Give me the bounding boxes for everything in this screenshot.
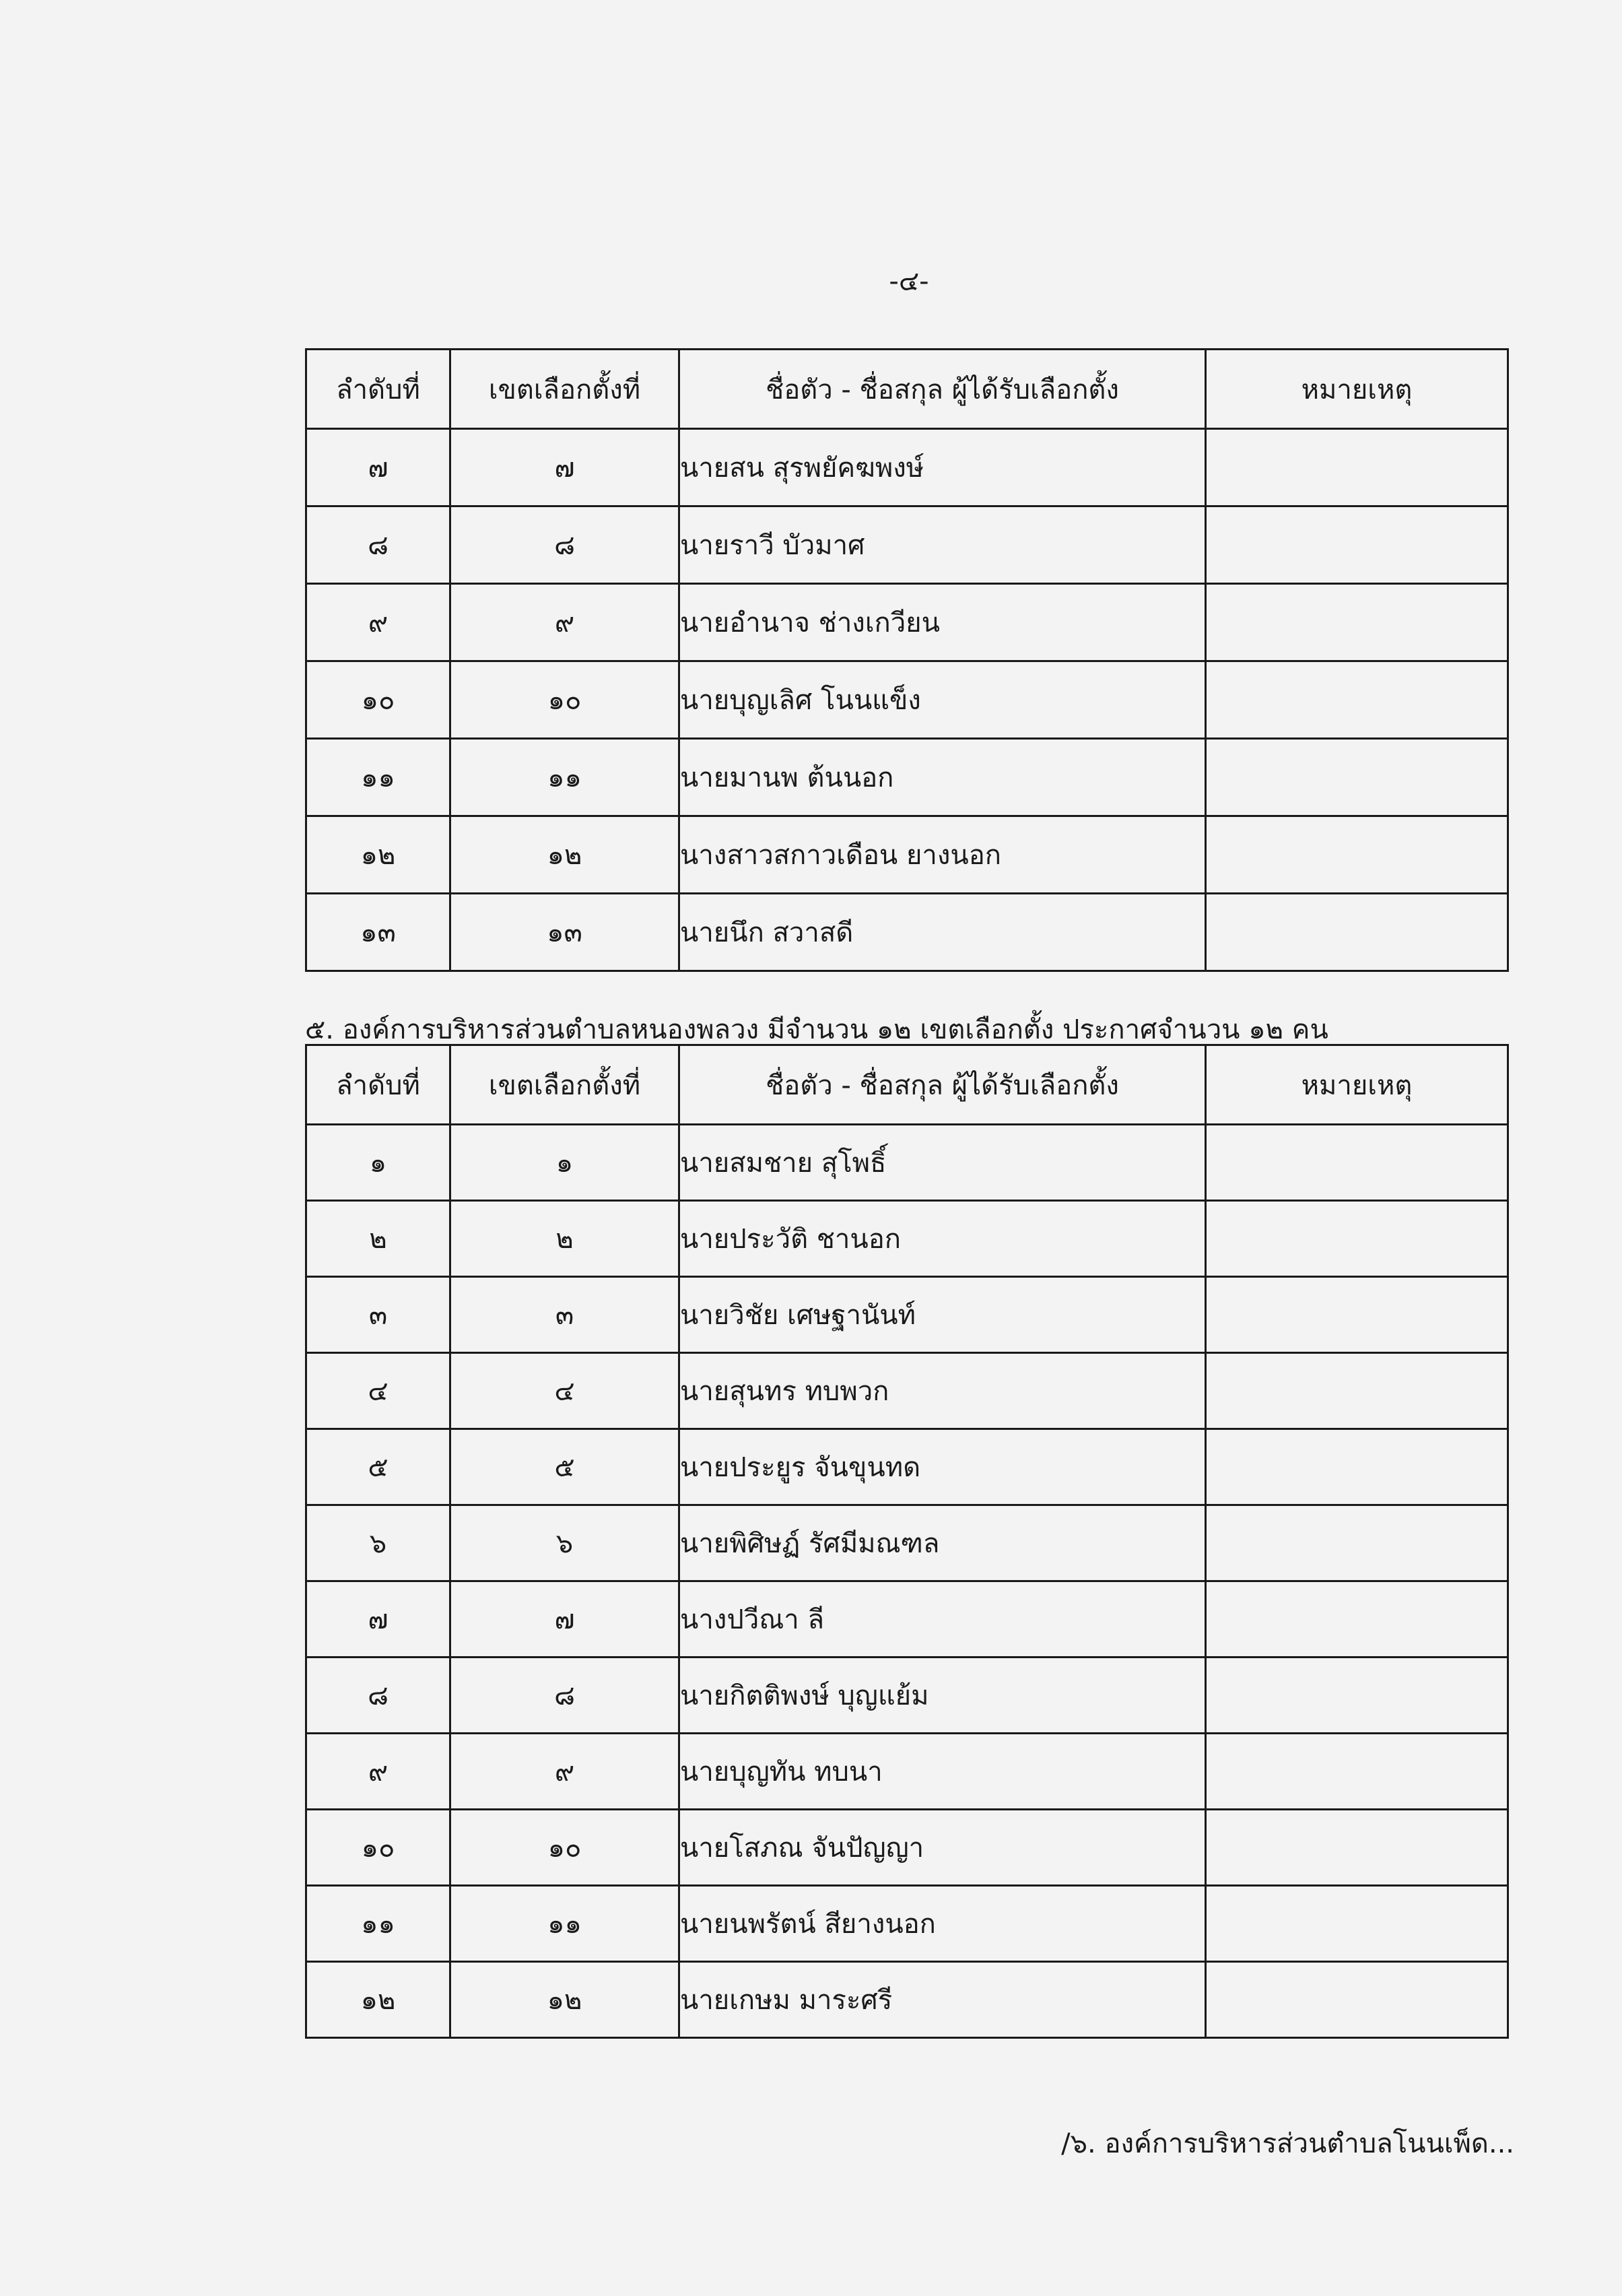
cell-name: นายสุนทร ทบพวก [679,1353,1206,1429]
cell-name: นายพิศิษฏ์ รัศมีมณฑล [679,1505,1206,1581]
cell-district: ๑ [450,1125,679,1201]
cell-district: ๗ [450,1581,679,1658]
table-row [306,506,1508,584]
cell-remark [1206,1658,1508,1734]
cell-order: ๑๐ [306,1810,450,1886]
cell-district: ๘ [450,1658,679,1734]
header-remark: หมายเหตุ [1206,1045,1508,1125]
cell-name: นายสมชาย สุโพธิ์ [679,1125,1206,1201]
cell-name: นางปวีณา ลี [679,1581,1206,1658]
cell-remark [1206,1429,1508,1505]
table-row [306,1429,1508,1505]
cell-remark [1206,1810,1508,1886]
cell-district: ๑๐ [450,661,679,739]
header-order: ลำดับที่ [306,1045,450,1125]
cell-name: นายวิชัย เศษฐานันท์ [679,1277,1206,1353]
table-row [306,739,1508,816]
cell-district: ๑๑ [450,739,679,816]
cell-order: ๑๑ [306,739,450,816]
cell-name: นายประยูร จันขุนทด [679,1429,1206,1505]
cell-district: ๙ [450,584,679,661]
cell-order: ๗ [306,1581,450,1658]
cell-remark [1206,1353,1508,1429]
cell-district: ๑๒ [450,1962,679,2038]
cell-district: ๒ [450,1201,679,1277]
cell-district: ๙ [450,1734,679,1810]
cell-order: ๖ [306,1505,450,1581]
table-row [306,1201,1508,1277]
table-row [306,816,1508,894]
cell-district: ๘ [450,506,679,584]
cell-order: ๘ [306,506,450,584]
cell-name: นายกิตติพงษ์ บุญแย้ม [679,1658,1206,1734]
cell-name: นายมานพ ต้นนอก [679,739,1206,816]
cell-name: นายประวัติ ชานอก [679,1201,1206,1277]
cell-name: นายนพรัตน์ สียางนอก [679,1886,1206,1962]
table-row [306,1353,1508,1429]
table-row [306,894,1508,971]
header-name: ชื่อตัว - ชื่อสกุล ผู้ได้รับเลือกตั้ง [679,350,1206,429]
elected-members-table-1 [305,348,1509,972]
cell-order: ๗ [306,429,450,506]
cell-name: นางสาวสกาวเดือน ยางนอก [679,816,1206,894]
cell-name: นายสน สุรพยัคฆพงษ์ [679,429,1206,506]
cell-order: ๓ [306,1277,450,1353]
cell-order: ๘ [306,1658,450,1734]
cell-district: ๔ [450,1353,679,1429]
header-district: เขตเลือกตั้งที่ [450,1045,679,1125]
header-name: ชื่อตัว - ชื่อสกุล ผู้ได้รับเลือกตั้ง [679,1045,1206,1125]
cell-remark [1206,739,1508,816]
cell-order: ๑๓ [306,894,450,971]
cell-district: ๕ [450,1429,679,1505]
cell-remark [1206,1505,1508,1581]
header-district: เขตเลือกตั้งที่ [450,350,679,429]
cell-order: ๙ [306,1734,450,1810]
table-row [306,429,1508,506]
cell-order: ๕ [306,1429,450,1505]
cell-remark [1206,1581,1508,1658]
continuation-note: /๖. องค์การบริหารส่วนตำบลโนนเพ็ด... [1061,2128,1514,2159]
cell-district: ๖ [450,1505,679,1581]
cell-district: ๓ [450,1277,679,1353]
page-number: -๔- [889,266,929,297]
cell-name: นายราวี บัวมาศ [679,506,1206,584]
header-remark: หมายเหตุ [1206,350,1508,429]
cell-order: ๑๒ [306,1962,450,2038]
table-header-row [306,1045,1508,1125]
table-header-row [306,350,1508,429]
table-row [306,661,1508,739]
cell-name: นายนึก สวาสดี [679,894,1206,971]
cell-name: นายโสภณ จันปัญญา [679,1810,1206,1886]
table-row [306,1581,1508,1658]
cell-order: ๑๑ [306,1886,450,1962]
header-order: ลำดับที่ [306,350,450,429]
cell-district: ๗ [450,429,679,506]
cell-name: นายอำนาจ ช่างเกวียน [679,584,1206,661]
table-row [306,1810,1508,1886]
cell-remark [1206,661,1508,739]
cell-order: ๙ [306,584,450,661]
cell-district: ๑๑ [450,1886,679,1962]
cell-remark [1206,1962,1508,2038]
table-row [306,1962,1508,2038]
table-row [306,1658,1508,1734]
table-row [306,1734,1508,1810]
cell-remark [1206,894,1508,971]
section-5-heading: ๕. องค์การบริหารส่วนตำบลหนองพลวง มีจำนวน ๑๒ เขตเลือกตั้ง ประกาศจำนวน ๑๒ คน [305,1014,1328,1045]
cell-order: ๑๒ [306,816,450,894]
cell-order: ๑ [306,1125,450,1201]
cell-name: นายบุญเลิศ โนนแข็ง [679,661,1206,739]
cell-district: ๑๒ [450,816,679,894]
elected-members-table-2 [305,1044,1509,2039]
cell-remark [1206,506,1508,584]
table-row [306,1125,1508,1201]
table-row [306,1505,1508,1581]
cell-name: นายเกษม มาระศรี [679,1962,1206,2038]
table-row [306,1277,1508,1353]
table-row [306,584,1508,661]
cell-remark [1206,584,1508,661]
cell-remark [1206,1734,1508,1810]
cell-remark [1206,1201,1508,1277]
cell-remark [1206,816,1508,894]
cell-district: ๑๐ [450,1810,679,1886]
cell-order: ๔ [306,1353,450,1429]
cell-remark [1206,429,1508,506]
cell-order: ๑๐ [306,661,450,739]
cell-remark [1206,1277,1508,1353]
cell-district: ๑๓ [450,894,679,971]
cell-remark [1206,1125,1508,1201]
cell-remark [1206,1886,1508,1962]
cell-name: นายบุญทัน ทบนา [679,1734,1206,1810]
table-row [306,1886,1508,1962]
cell-order: ๒ [306,1201,450,1277]
